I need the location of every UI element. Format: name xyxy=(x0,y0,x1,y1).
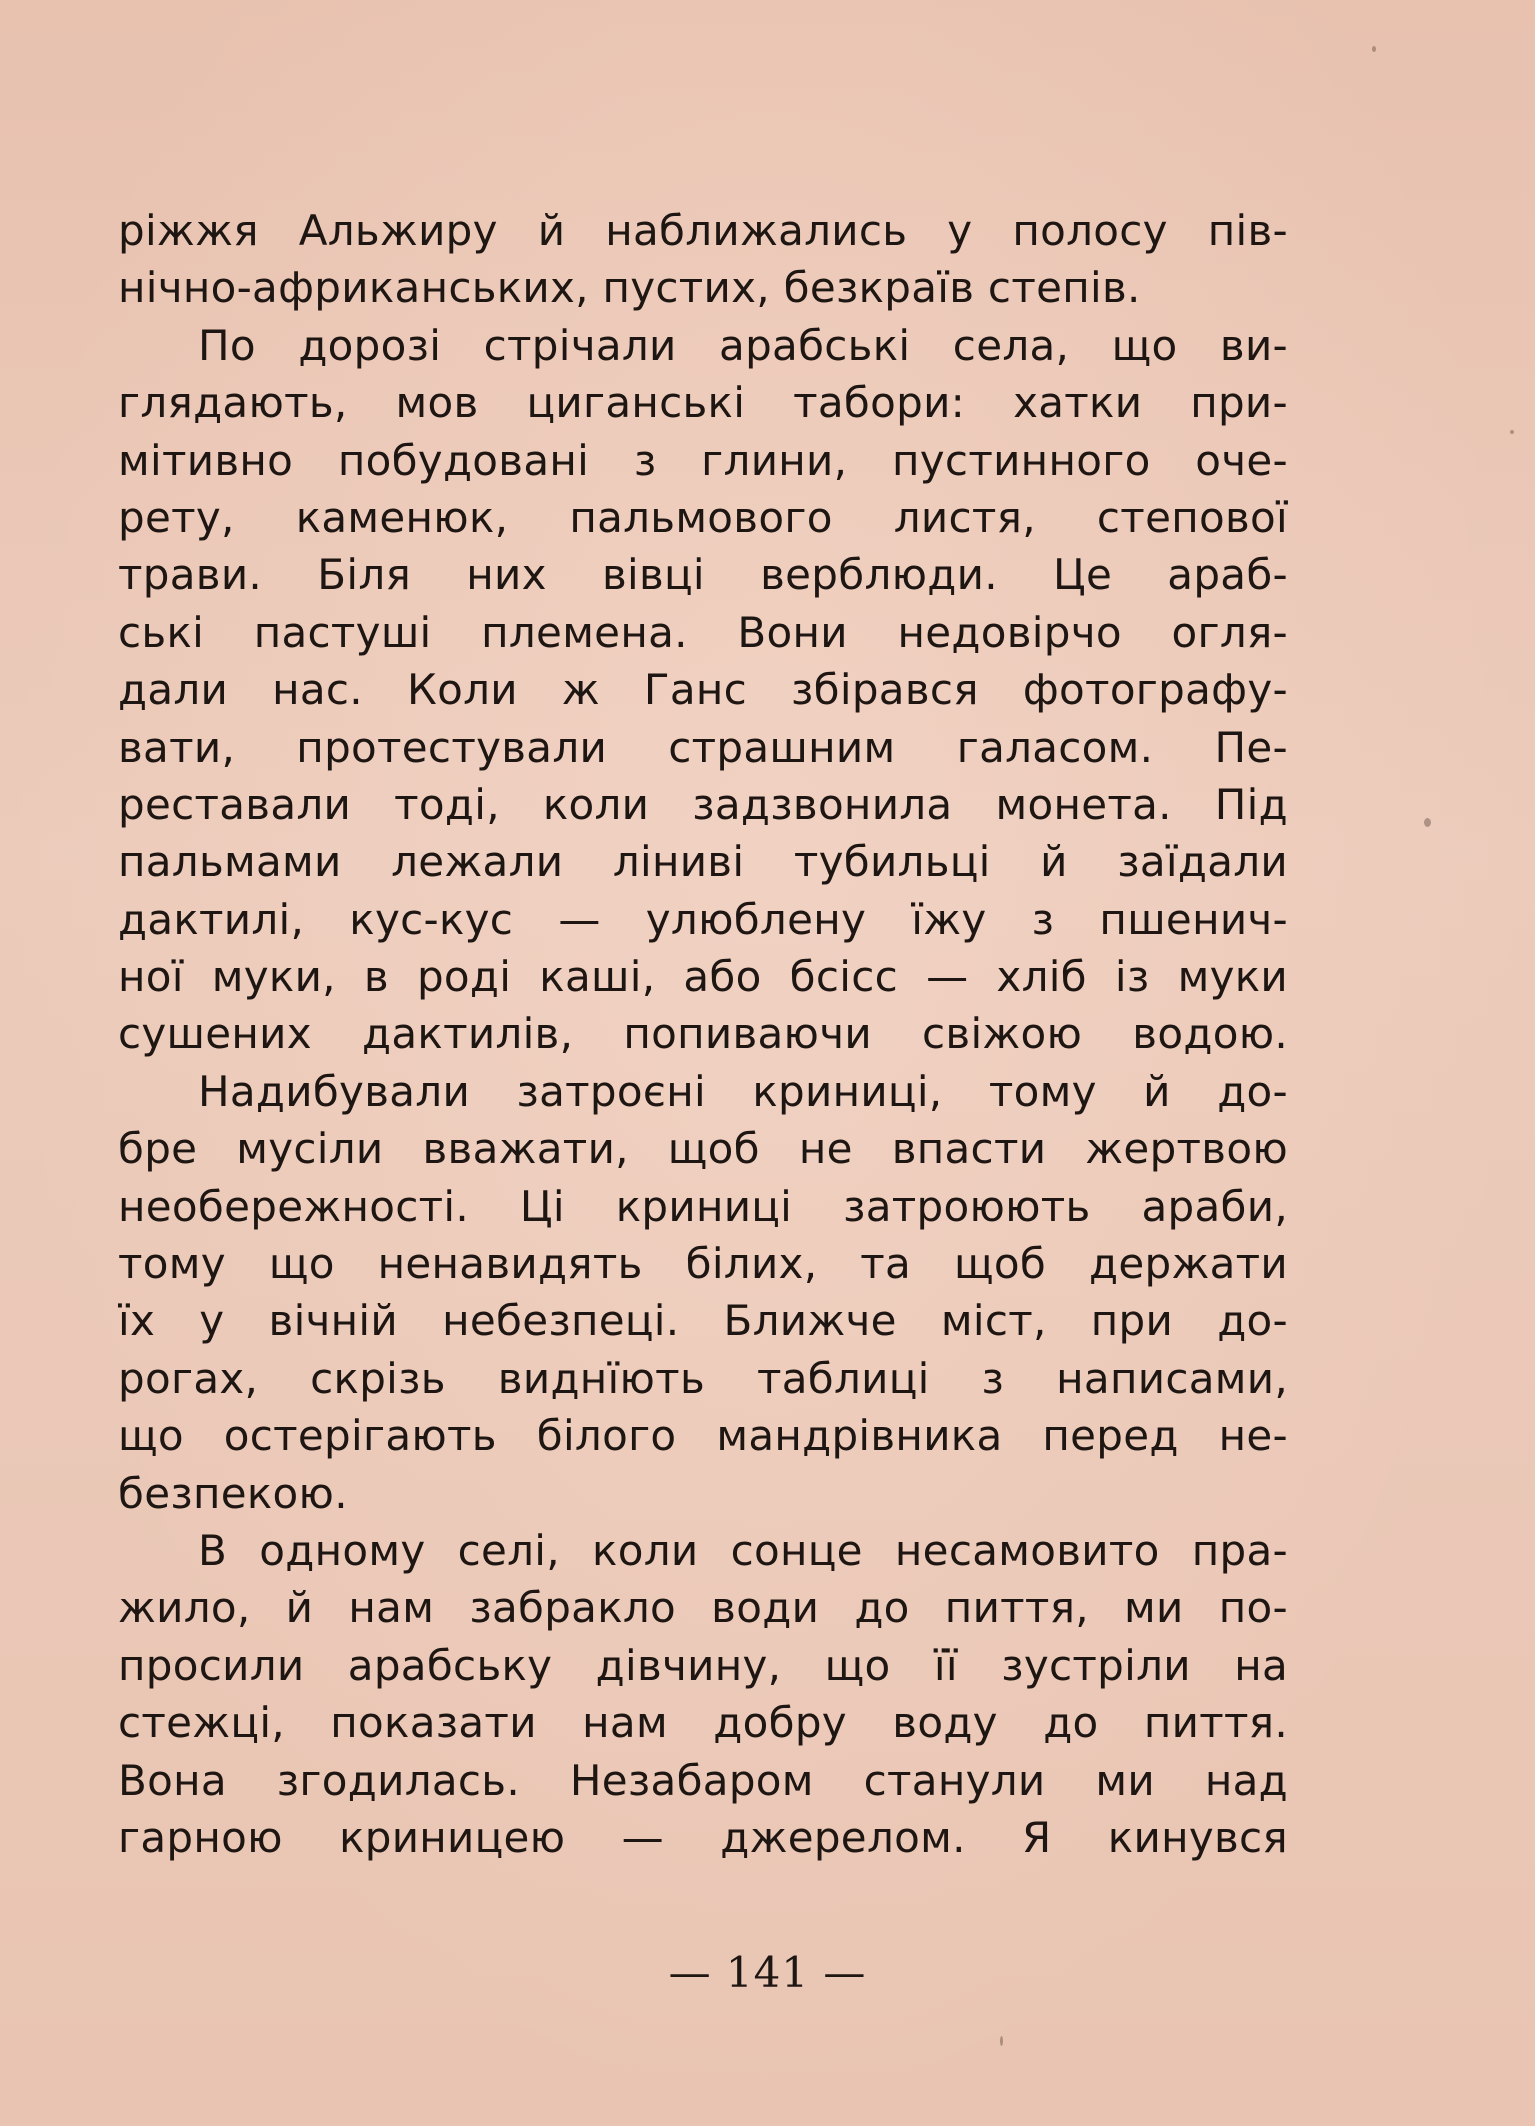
text-line: По дорозі стрічали арабські села, що ви- xyxy=(198,320,1288,370)
text-line: сушених дактилів, попиваючи свіжою водою. xyxy=(118,1009,1288,1059)
text-line: ські пастуші племена. Вони недовірчо огля- xyxy=(118,607,1288,657)
paper-speck xyxy=(1424,818,1431,827)
text-line: тому що ненавидять білих, та щоб держати xyxy=(118,1239,1288,1289)
text-line: ріжжя Альжиру й наближались у полосу пів- xyxy=(118,206,1288,255)
paper-speck xyxy=(1510,430,1514,434)
text-line: бре мусіли вважати, щоб не впасти жертвою xyxy=(118,1124,1288,1174)
text-line: ної муки, в роді каші, або бсісс — хліб із муки xyxy=(118,952,1288,1002)
paper-speck xyxy=(1372,46,1376,52)
text-line: вати, протестували страшним галасом. Пе- xyxy=(118,722,1288,772)
text-line: просили арабську дівчину, що її зустріли на xyxy=(118,1640,1288,1690)
text-line: дали нас. Коли ж Ганс збірався фотографу- xyxy=(118,665,1288,715)
text-line: В одному селі, коли сонце несамовито пра- xyxy=(198,1525,1288,1575)
text-line: мітивно побудовані з глини, пустинного оче- xyxy=(118,435,1288,485)
body-text xyxy=(118,202,1288,1866)
text-line: дактилі, кус-кус — улюблену їжу з пшенич- xyxy=(118,894,1288,944)
text-line: необережності. Ці криниці затроюють араби, xyxy=(118,1181,1288,1231)
paper-speck xyxy=(1000,2036,1003,2046)
text-line: реставали тоді, коли задзвонила монета. Під xyxy=(118,779,1288,829)
text-line: що остерігають білого мандрівника перед не- xyxy=(118,1411,1288,1461)
text-line: глядають, мов циганські табори: хатки при- xyxy=(118,378,1288,428)
text-line: гарною криницею — джерелом. Я кинувся xyxy=(118,1812,1288,1862)
text-line: жило, й нам забракло води до пиття, ми по- xyxy=(118,1583,1288,1633)
text-line: Вона згодилась. Незабаром станули ми над xyxy=(118,1755,1288,1805)
text-line: трави. Біля них вівці верблюди. Це араб- xyxy=(118,550,1288,600)
page-number: — 141 — xyxy=(668,1948,867,1997)
text-line: пальмами лежали ліниві тубильці й заїдали xyxy=(118,837,1288,887)
text-line: Надибували затроєні криниці, тому й до- xyxy=(198,1066,1288,1116)
text-line: їх у вічній небезпеці. Ближче міст, при до- xyxy=(118,1296,1288,1346)
text-line: стежці, показати нам добру воду до пиття. xyxy=(118,1698,1288,1748)
text-line: безпекою. xyxy=(118,1468,348,1518)
text-line: нічно-африканських, пустих, безкраїв степів. xyxy=(118,263,1141,313)
text-line: рогах, скрізь виднїють таблиці з написами, xyxy=(118,1353,1288,1403)
text-line: рету, каменюк, пальмового листя, степової xyxy=(118,492,1288,542)
